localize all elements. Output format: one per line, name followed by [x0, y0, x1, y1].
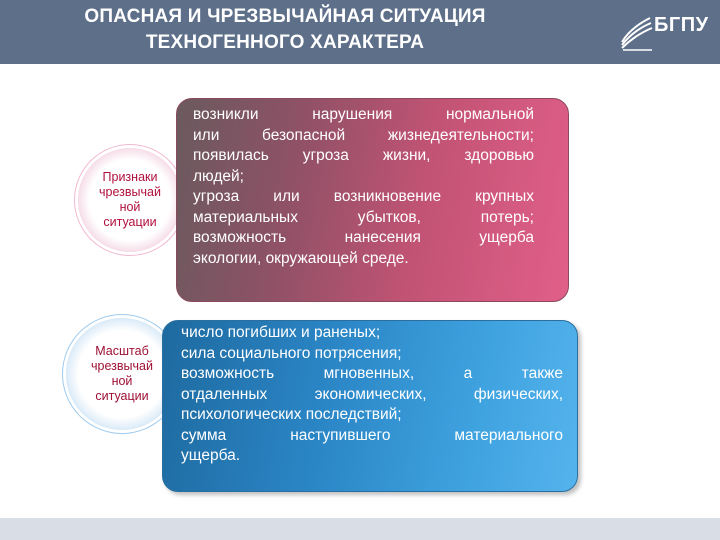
scale-box	[162, 320, 578, 492]
logo-text: БГПУ	[654, 14, 709, 36]
signs-circle	[78, 148, 182, 252]
title-line: ТЕХНОГЕННОГО ХАРАКТЕРА	[145, 32, 425, 53]
signs-text-line: или безопасной жизнедеятельности;	[193, 126, 534, 144]
scale-text-line: возможность мгновенных, а также	[181, 365, 563, 382]
swoosh-logo-icon	[618, 12, 654, 52]
circle-label-line: Масштаб	[95, 344, 149, 358]
scale-text-line: психологических последствий;	[181, 406, 402, 423]
signs-text-line: возникли нарушения нормальной	[193, 106, 534, 123]
signs-text-line: угроза или возникновение крупных	[193, 188, 534, 205]
circle-label-line: ной	[111, 374, 133, 388]
slide-title	[70, 4, 500, 56]
scale-text-line: сила социального потрясения;	[181, 344, 402, 362]
signs-text-line: появилась угроза жизни, здоровью	[193, 147, 534, 164]
circle-label-line: чрезвычай	[99, 185, 161, 199]
scale-circle-label	[79, 344, 165, 404]
signs-text-line: экологии, окружающей среде.	[193, 249, 409, 267]
signs-circle-label	[87, 170, 173, 230]
circle-label-line: Признаки	[102, 170, 158, 184]
signs-box	[176, 98, 569, 302]
circle-label-line: ной	[119, 200, 141, 214]
circle-label-line: ситуации	[103, 215, 157, 229]
scale-text-line: число погибших и раненых;	[181, 324, 381, 341]
signs-text-line: материальных убытков, потерь;	[193, 208, 534, 226]
university-logo	[618, 10, 708, 54]
scale-text-line: ущерба.	[181, 447, 241, 464]
scale-text-line: сумма наступившего материального	[181, 426, 563, 444]
circle-label-line: ситуации	[95, 389, 149, 403]
header-bar	[0, 0, 720, 64]
signs-text-line: людей;	[193, 167, 244, 185]
footer-bar	[0, 518, 720, 540]
circle-label-line: чрезвычай	[91, 359, 153, 373]
signs-text-line: возможность нанесения ущерба	[193, 229, 534, 246]
title-line: ОПАСНАЯ И ЧРЕЗВЫЧАЙНАЯ СИТУАЦИЯ	[84, 6, 486, 27]
scale-text-line: отдаленных экономических, физических,	[181, 385, 563, 403]
